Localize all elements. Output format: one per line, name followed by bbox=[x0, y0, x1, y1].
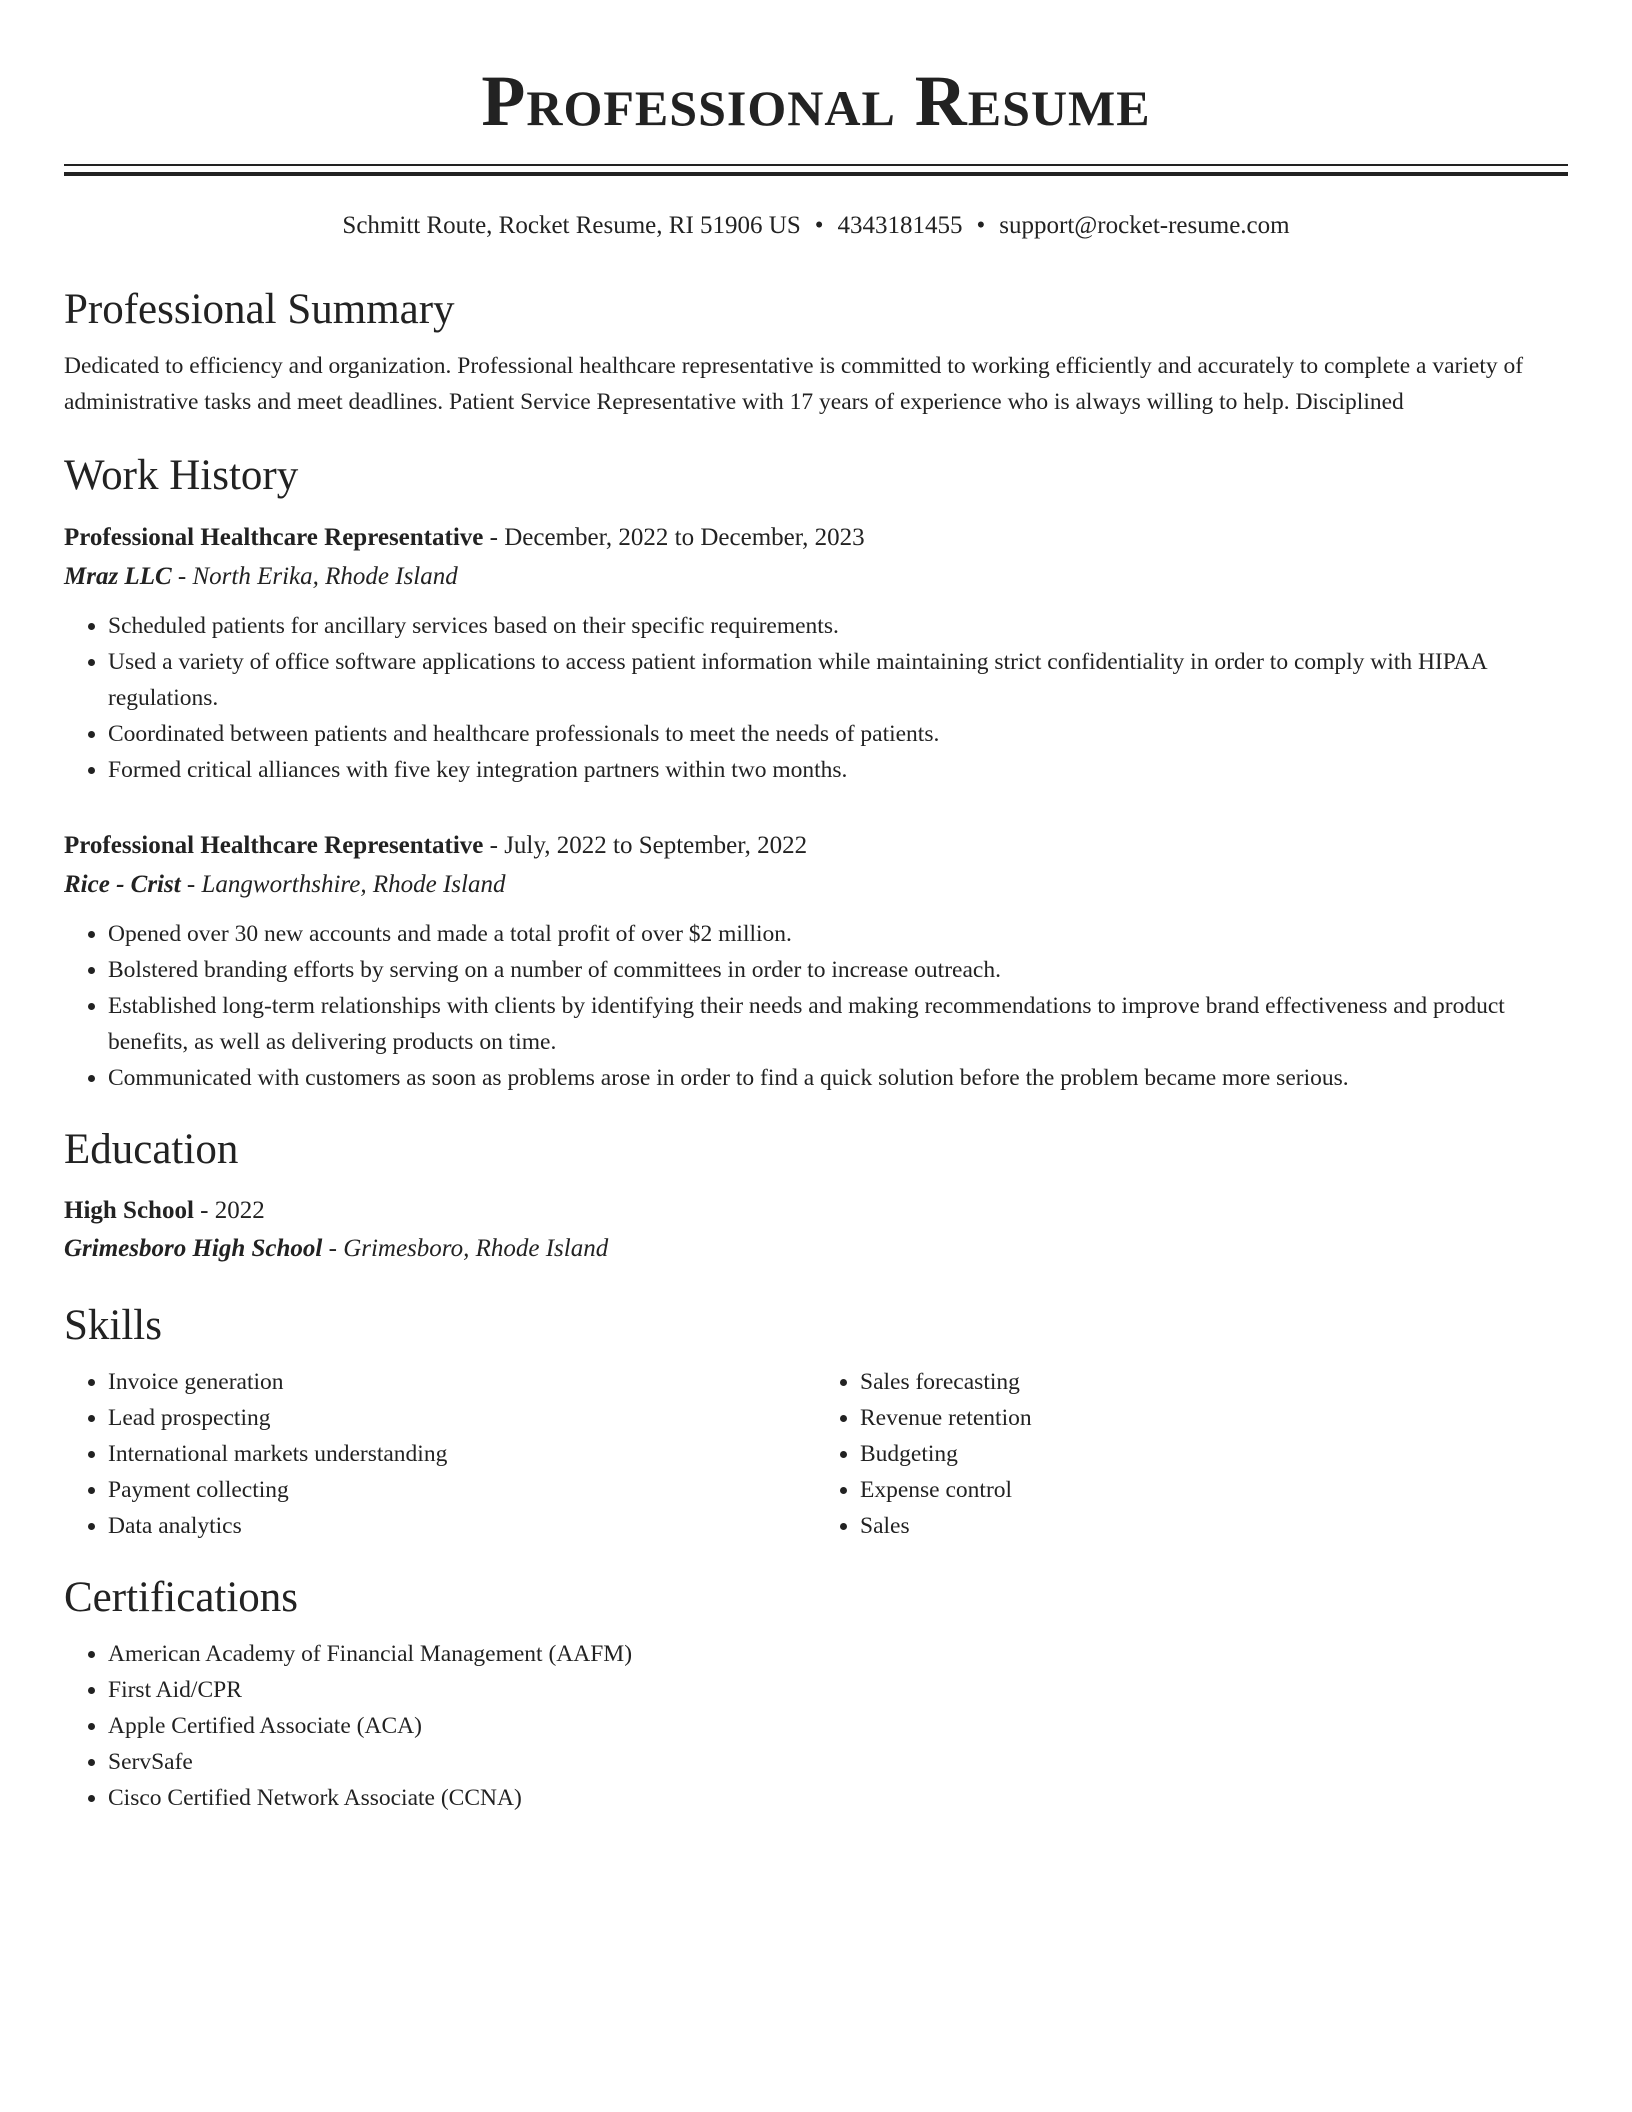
skill-item: • Revenue retention bbox=[860, 1400, 1568, 1436]
contact-email: support@rocket-resume.com bbox=[999, 212, 1290, 239]
certifications-section bbox=[64, 1572, 1568, 1816]
skills-list-right bbox=[816, 1364, 1568, 1544]
job-company: Rice - Crist bbox=[64, 871, 181, 898]
job-header bbox=[64, 826, 1568, 866]
contact-separator: • bbox=[814, 212, 824, 239]
job-bullet: • Formed critical alliances with five key integration partners within two months. bbox=[108, 752, 1568, 788]
job-bullet: • Established long-term relationships with clients by identifying their needs and making recommendations to improve brand effectiveness and product benefits, as well as delivering products on time. bbox=[108, 988, 1568, 1060]
job-entry bbox=[64, 826, 1568, 1096]
job-header bbox=[64, 518, 1568, 558]
job-location: - Langworthshire, Rhode Island bbox=[180, 871, 506, 898]
education-degree-line bbox=[64, 1192, 1568, 1230]
certification-item: • First Aid/CPR bbox=[108, 1672, 1568, 1708]
certification-item: • Cisco Certified Network Associate (CCNA) bbox=[108, 1780, 1568, 1816]
education-school: Grimesboro High School bbox=[64, 1235, 323, 1262]
job-title: Professional Healthcare Representative bbox=[64, 832, 484, 859]
education-heading: Education bbox=[64, 1126, 239, 1173]
skill-item: • Expense control bbox=[860, 1472, 1568, 1508]
job-dates: - December, 2022 to December, 2023 bbox=[483, 524, 865, 551]
job-bullets bbox=[64, 608, 1568, 788]
education-year: - 2022 bbox=[193, 1197, 265, 1224]
job-bullets bbox=[64, 916, 1568, 1096]
divider-thick-line bbox=[64, 172, 1568, 176]
education-entry bbox=[64, 1192, 1568, 1268]
contact-phone: 4343181455 bbox=[837, 212, 963, 239]
education-school-line bbox=[64, 1230, 1568, 1268]
education-degree: High School bbox=[64, 1197, 194, 1224]
skill-item: • Sales bbox=[860, 1508, 1568, 1544]
job-title: Professional Healthcare Representative bbox=[64, 524, 484, 551]
contact-line bbox=[64, 210, 1568, 242]
job-bullet: • Bolstered branding efforts by serving on a number of committees in order to increase outreach. bbox=[108, 952, 1568, 988]
skill-item: • Invoice generation bbox=[108, 1364, 816, 1400]
skill-item: • Data analytics bbox=[108, 1508, 816, 1544]
job-bullet: • Used a variety of office software applications to access patient information while maintaining strict confidentiality in order to comply with HIPAA regulations. bbox=[108, 644, 1568, 716]
summary-text: Dedicated to efficiency and organization. Professional healthcare representative is committed to working efficiently and accurately to complete a variety of administrative tasks and meet deadlines. Patient Service Representative with 17 years of experience who is always willing to help. Disciplined bbox=[64, 353, 1524, 415]
contact-address: Schmitt Route, Rocket Resume, RI 51906 US bbox=[342, 212, 801, 239]
certification-item: • Apple Certified Associate (ACA) bbox=[108, 1708, 1568, 1744]
work-history-heading: Work History bbox=[64, 452, 299, 499]
skill-item: • International markets understanding bbox=[108, 1436, 816, 1472]
skills-section bbox=[64, 1300, 1568, 1544]
skills-heading: Skills bbox=[64, 1302, 162, 1349]
skill-item: • Budgeting bbox=[860, 1436, 1568, 1472]
skill-item: • Payment collecting bbox=[108, 1472, 816, 1508]
job-bullet: • Scheduled patients for ancillary services based on their specific requirements. bbox=[108, 608, 1568, 644]
skills-columns bbox=[64, 1352, 1568, 1544]
contact-separator: • bbox=[976, 212, 986, 239]
job-bullet: • Communicated with customers as soon as problems arose in order to find a quick solution before the problem became more serious. bbox=[108, 1060, 1568, 1096]
job-dates: - July, 2022 to September, 2022 bbox=[483, 832, 808, 859]
job-company-line bbox=[64, 866, 1568, 904]
job-company-line bbox=[64, 558, 1568, 596]
divider-thin-line bbox=[64, 164, 1568, 166]
education-location: - Grimesboro, Rhode Island bbox=[322, 1235, 609, 1262]
summary-heading: Professional Summary bbox=[64, 286, 455, 333]
skill-item: • Lead prospecting bbox=[108, 1400, 816, 1436]
job-bullet: • Opened over 30 new accounts and made a total profit of over $2 million. bbox=[108, 916, 1568, 952]
skills-list-left bbox=[64, 1364, 816, 1544]
education-section bbox=[64, 1124, 1568, 1268]
certification-item: • ServSafe bbox=[108, 1744, 1568, 1780]
certifications-list bbox=[64, 1636, 1568, 1816]
job-bullet: • Coordinated between patients and healthcare professionals to meet the needs of patients. bbox=[108, 716, 1568, 752]
work-history-section bbox=[64, 450, 1568, 1096]
job-entry bbox=[64, 518, 1568, 788]
title-divider bbox=[64, 164, 1568, 176]
resume-title: Professional Resume bbox=[481, 61, 1151, 141]
certification-item: • American Academy of Financial Management (AAFM) bbox=[108, 1636, 1568, 1672]
job-location: - North Erika, Rhode Island bbox=[171, 563, 458, 590]
summary-section bbox=[64, 284, 1568, 420]
certifications-heading: Certifications bbox=[64, 1574, 299, 1621]
skill-item: • Sales forecasting bbox=[860, 1364, 1568, 1400]
job-company: Mraz LLC bbox=[64, 563, 172, 590]
